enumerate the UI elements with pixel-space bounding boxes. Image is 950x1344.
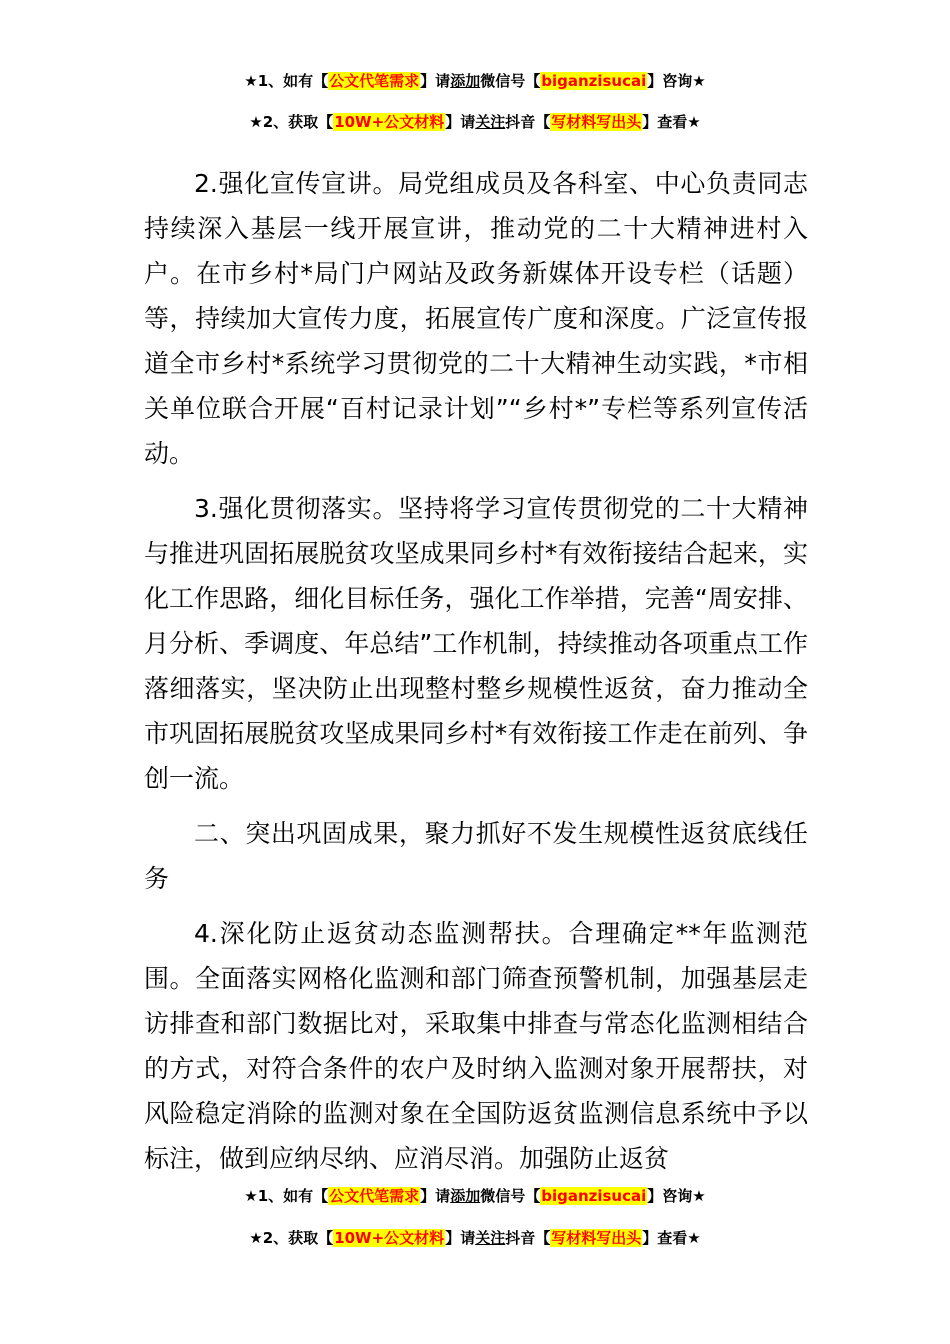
header-banner-line-2 xyxy=(0,111,950,133)
highlight-douyin-account: 写材料写出头 xyxy=(551,113,642,131)
section-heading: 二、突出巩固成果，聚力抓好不发生规模性返贫底线任务 xyxy=(144,819,808,893)
banner-text: ★1、如有【 xyxy=(244,1187,329,1205)
header-banner-line-1 xyxy=(0,70,950,92)
document-body xyxy=(144,161,808,1191)
banner-text: 微信号【 xyxy=(480,72,541,90)
banner-text: 】请 xyxy=(420,72,451,90)
banner-text: 】查看★ xyxy=(642,113,701,131)
paragraph-publicity: 2.强化宣传宣讲。局党组成员及各科室、中心负责同志持续深入基层一线开展宣讲，推动党的二十大精神进村入户。在市乡村*局门户网站及政务新媒体开设专栏（话题）等，持续加大宣传力度，拓展宣传广度和深度。广泛宣传报道全市乡村*系统学习贯彻党的二十大精神生动实践，*市相关单位联合开展“百村记录计划”“乡村*”专栏等系列宣传活动。 xyxy=(144,169,808,468)
banner-text: ★2、获取【 xyxy=(249,113,334,131)
underlined-text: 添加 xyxy=(450,1187,481,1205)
paragraph-implementation: 3.强化贯彻落实。坚持将学习宣传贯彻党的二十大精神与推进巩固拓展脱贫攻坚成果同乡村*有效衔接结合起来，实化工作思路，细化目标任务，强化工作举措，完善“周安排、月分析、季调度、年总结”工作机制，持续推动各项重点工作落细落实，坚决防止出现整村整乡规模性返贫，奋力推动全市巩固拓展脱贫攻坚成果同乡村*有效衔接工作走在前列、争创一流。 xyxy=(144,494,808,793)
banner-text: 微信号【 xyxy=(480,1187,541,1205)
highlight-wechat-id: biganzisucai xyxy=(541,1187,647,1205)
banner-text: 】咨询★ xyxy=(647,72,706,90)
highlight-materials: 10W+公文材料 xyxy=(334,1229,445,1247)
underlined-text: 关注 xyxy=(475,113,506,131)
highlight-wechat-id: biganzisucai xyxy=(541,72,647,90)
highlight-service: 公文代笔需求 xyxy=(329,1187,420,1205)
paragraph-monitoring: 4.深化防止返贫动态监测帮扶。合理确定**年监测范围。全面落实网格化监测和部门筛查预警机制，加强基层走访排查和部门数据比对，采取集中排查与常态化监测相结合的方式，对符合条件的农户及时纳入监测对象开展帮扶，对风险稳定消除的监测对象在全国防返贫监测信息系统中予以标注，做到应纳尽纳、应消尽消。加强防止返贫 xyxy=(144,919,808,1173)
footer-banner-line-1 xyxy=(0,1185,950,1207)
highlight-service: 公文代笔需求 xyxy=(329,72,420,90)
banner-text: 】请 xyxy=(420,1187,451,1205)
highlight-douyin-account: 写材料写出头 xyxy=(551,1229,642,1247)
banner-text: 抖音【 xyxy=(505,113,551,131)
highlight-materials: 10W+公文材料 xyxy=(334,113,445,131)
underlined-text: 关注 xyxy=(475,1229,506,1247)
banner-text: 】请 xyxy=(445,113,476,131)
banner-text: ★1、如有【 xyxy=(244,72,329,90)
banner-text: 】查看★ xyxy=(642,1229,701,1247)
banner-text: 】请 xyxy=(445,1229,476,1247)
banner-text: 抖音【 xyxy=(505,1229,551,1247)
footer-banner-line-2 xyxy=(0,1227,950,1249)
banner-text: ★2、获取【 xyxy=(249,1229,334,1247)
underlined-text: 添加 xyxy=(450,72,481,90)
banner-text: 】咨询★ xyxy=(647,1187,706,1205)
